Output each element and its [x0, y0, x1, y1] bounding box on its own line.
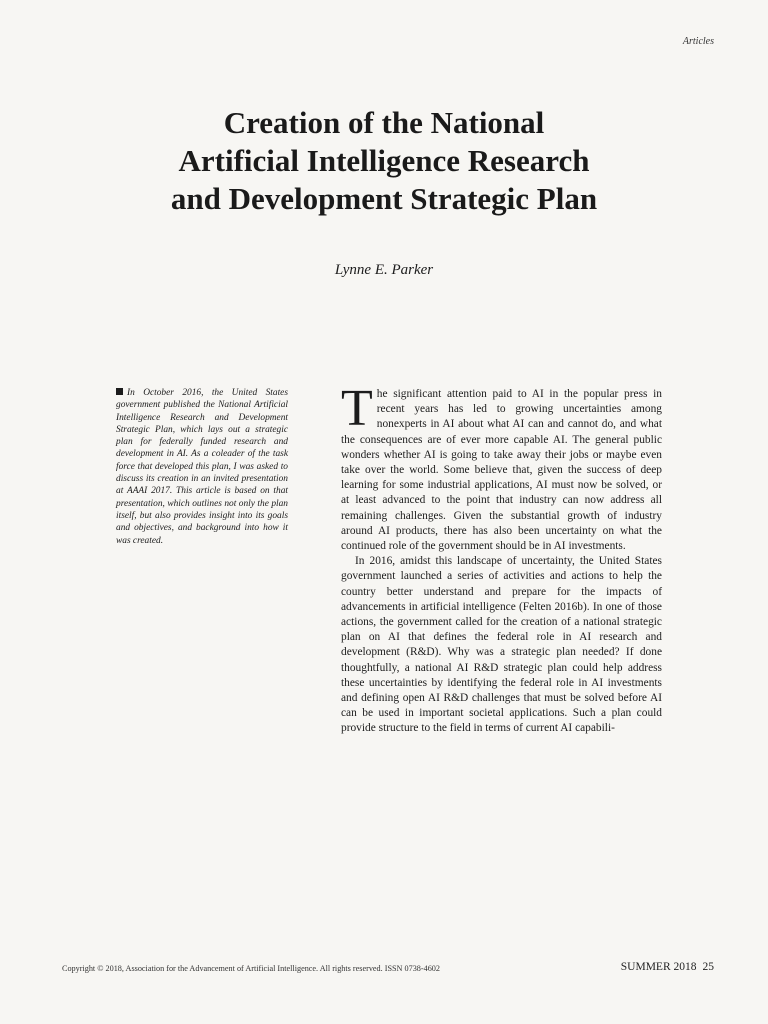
paragraph-2: In 2016, amidst this landscape of uncertainty, the United States government launched a series of activities and actions to help the country better understand and prepare for the impacts of advancements in artificial intelligence (Felten 2016b). In one of those actions, the government called for the creation of a national strategic plan on AI that defines the federal role in AI research and development (R&D). Why was a strategic plan needed? If done thoughtfully, a national AI R&D strategic plan could help address these uncertainties by identifying the federal role in AI investments and defining open AI R&D challenges that must be solved before AI can be used in important societal applications. Such a plan could provide structure to the field in terms of current AI capabili- — [341, 555, 662, 735]
author-name: Lynne E. Parker — [334, 262, 434, 278]
page-number: 25 — [702, 961, 714, 973]
drop-cap: T — [341, 380, 373, 437]
issue-label: SUMMER 2018 — [620, 961, 697, 973]
abstract — [116, 387, 288, 547]
body-column — [341, 380, 662, 737]
title-line-3: and Development Strategic Plan — [170, 181, 598, 216]
title-line-2: Artificial Intelligence Research — [178, 143, 590, 178]
abstract-text: In October 2016, the United States government published the National Artificial Intelligence Research and Development Strategic Plan, which lays out a strategic plan for federally funded research and development in AI. As a coleader of the task force that developed this plan, I was asked to discuss its creation in an invited presentation at AAAI 2017. This article is based on that presentation, which outlines not only the plan itself, but also provides insight into its goals and objectives, and background into how it was created. — [116, 388, 288, 546]
copyright-notice: Copyright © 2018, Association for the Advancement of Artificial Intelligence. All rights reserved. ISSN 0738-4602 — [62, 964, 440, 973]
paragraph-1 — [341, 380, 662, 554]
article-title — [0, 104, 768, 218]
issue-page — [621, 961, 714, 973]
paragraph-1-text: he significant attention paid to AI in the popular press in recent years has led to growing uncertainties among nonexperts in AI about what AI can and cannot do, and what the consequences are of ever more capable AI. The general public wonders whether AI is going to take away their jobs or maybe even take over the world. Some believe that, given the success of deep learning for some industrial applications, AI must now be solved, or at least advanced to the point that industry can now address all remaining challenges. Given the substantial growth of industry around AI products, there has also been uncertainty on what the continued role of the government should be in AI investments. — [341, 388, 662, 553]
title-line-1: Creation of the National — [223, 105, 545, 140]
section-label: Articles — [682, 36, 714, 47]
square-bullet-icon — [116, 388, 123, 395]
